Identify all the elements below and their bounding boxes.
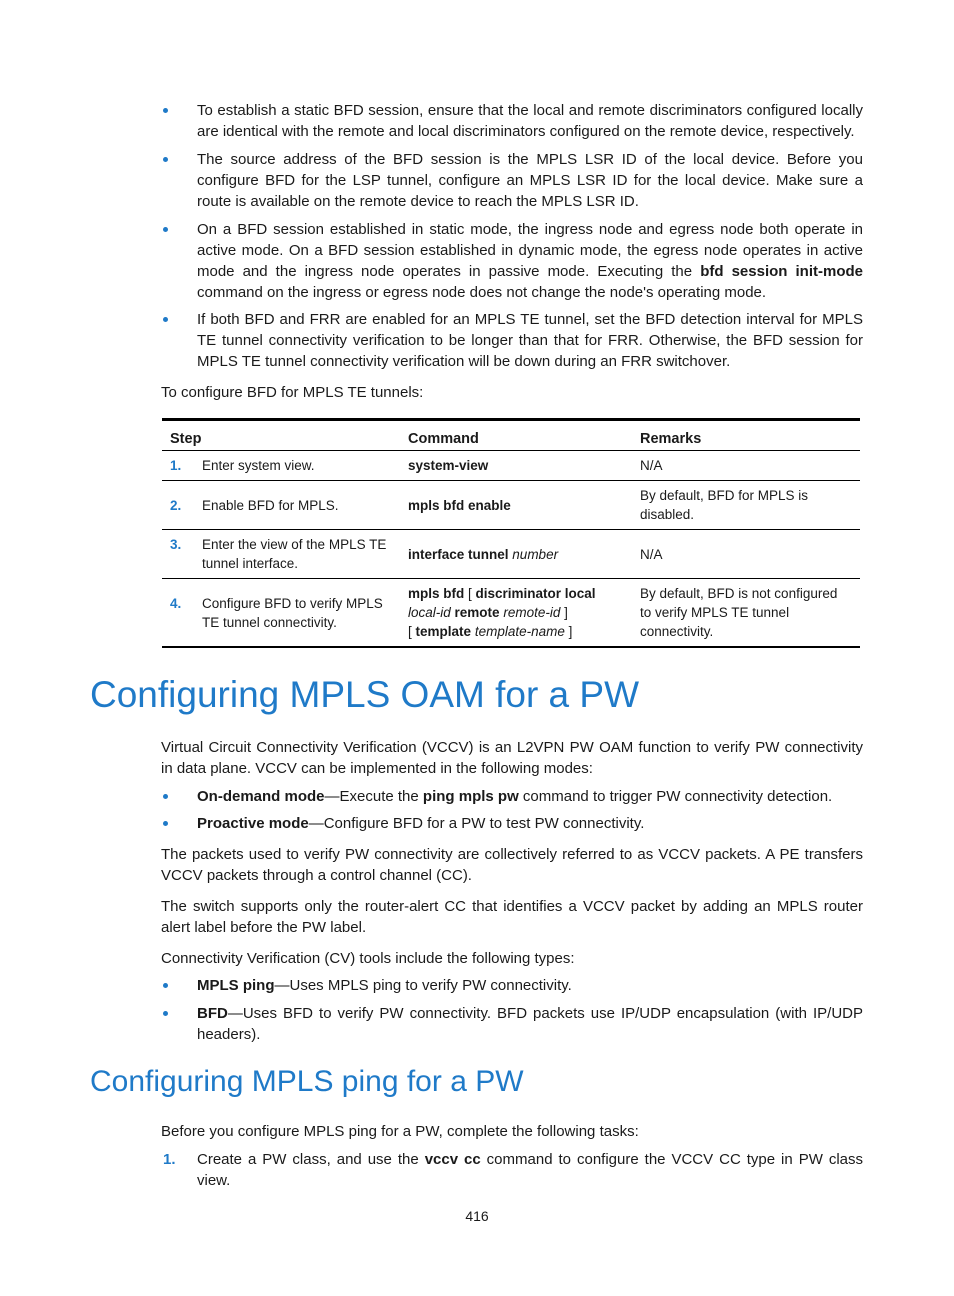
item-number: 1.: [163, 1151, 176, 1168]
step-cell: [162, 481, 400, 530]
step-number: 3.: [170, 537, 182, 552]
table-row: [162, 579, 860, 648]
bullet-dot-icon: [163, 157, 168, 162]
section-heading: Configuring MPLS OAM for a PW: [90, 674, 640, 715]
bullet-dot-icon: [163, 794, 168, 799]
bullet-text: To establish a static BFD session, ensure that the local and remote discriminators configured locally are identical with the remote and local discriminators configured on the remote device, respectively.: [197, 102, 863, 140]
bullet-text: MPLS ping—Uses MPLS ping to verify PW connectivity.: [197, 977, 572, 994]
table-row: [162, 451, 860, 481]
numbered-item: [163, 1149, 863, 1191]
bullet-text: Proactive mode—Configure BFD for a PW to test PW connectivity.: [197, 815, 645, 832]
bullet-item: [163, 975, 863, 996]
bullet-item: [163, 149, 863, 212]
before-paragraph: Before you configure MPLS ping for a PW, complete the following tasks:: [161, 1123, 639, 1140]
vccv-paragraph: Virtual Circuit Connectivity Verification (VCCV) is an L2VPN PW OAM function to verify PW connectivity in data plane. VCCV can be implemented in the following modes:: [161, 739, 863, 777]
bullet-item: [163, 786, 863, 807]
bullet-text: The source address of the BFD session is the MPLS LSR ID of the local device. Before you configure BFD for the LSP tunnel, configure an MPLS LSR ID for the local device. Make sure a route is available on the remote device to reach the MPLS LSR ID.: [197, 151, 863, 210]
bullet-dot-icon: [163, 983, 168, 988]
remarks-cell: N/A: [632, 530, 860, 579]
bullet-dot-icon: [163, 821, 168, 826]
command-cell: system-view: [400, 451, 632, 481]
switch-paragraph: The switch supports only the router-alert CC that identifies a VCCV packet by adding an MPLS router alert label before the PW label.: [161, 898, 863, 936]
step-cell: [162, 530, 400, 579]
table-row: [162, 481, 860, 530]
remarks-cell: N/A: [632, 451, 860, 481]
bullet-item: [163, 219, 863, 303]
table-header-row: [162, 420, 860, 451]
bullet-dot-icon: [163, 1011, 168, 1016]
remarks-cell: By default, BFD for MPLS is disabled.: [632, 481, 860, 530]
column-header-remarks: Remarks: [632, 420, 860, 451]
command-cell: interface tunnel number: [400, 530, 632, 579]
step-number: 4.: [170, 595, 182, 611]
config-steps-table: [162, 418, 860, 648]
step-number: 2.: [170, 497, 182, 513]
column-header-step: Step: [162, 420, 400, 451]
bullet-text: On-demand mode—Execute the ping mpls pw command to trigger PW connectivity detection.: [197, 788, 833, 805]
command-cell: mpls bfd [ discriminator local local-id remote remote-id ] [ template template-name ]: [400, 579, 632, 648]
intro-line: To configure BFD for MPLS TE tunnels:: [161, 384, 424, 401]
command-cell: mpls bfd enable: [400, 481, 632, 530]
bullet-text: On a BFD session established in static mode, the ingress node and egress node both operate in active mode. On a BFD session established in dynamic mode, the egress node operates in active mode and the ingress node operates in passive mode. Executing the bfd session init-mode command on the ingress or egress node does not change the node's operating mode.: [197, 221, 863, 301]
column-header-command: Command: [400, 420, 632, 451]
bullet-text: BFD—Uses BFD to verify PW connectivity. BFD packets use IP/UDP encapsulation (with IP/UDP headers).: [197, 1005, 863, 1043]
remarks-cell: By default, BFD is not configured to verify MPLS TE tunnel connectivity.: [632, 579, 860, 648]
step-action: Enable BFD for MPLS.: [202, 497, 339, 513]
step-action: Enter system view.: [202, 458, 315, 473]
step-number: 1.: [170, 458, 182, 473]
page-number: 416: [465, 1208, 489, 1224]
step-action: Configure BFD to verify MPLS TE tunnel connectivity.: [202, 595, 383, 630]
bullet-dot-icon: [163, 317, 168, 322]
step-cell: [162, 451, 400, 481]
bullet-dot-icon: [163, 108, 168, 113]
cv-paragraph: Connectivity Verification (CV) tools include the following types:: [161, 950, 575, 967]
bullet-item: [163, 1003, 863, 1045]
table-row: [162, 530, 860, 579]
bullet-item: [163, 309, 863, 372]
bullet-item: [163, 100, 863, 142]
bullet-text: If both BFD and FRR are enabled for an MPLS TE tunnel, set the BFD detection interval for MPLS TE tunnel connectivity verification to be longer than that for FRR. Otherwise, the BFD session for MPLS TE tunnel connectivity verification will be down during an FRR switchover.: [197, 311, 863, 370]
bullet-dot-icon: [163, 227, 168, 232]
packets-paragraph: The packets used to verify PW connectivity are collectively referred to as VCCV packets. A PE transfers VCCV packets through a control channel (CC).: [161, 846, 863, 884]
bullet-item: [163, 813, 863, 834]
item-text: Create a PW class, and use the vccv cc command to configure the VCCV CC type in PW class view.: [197, 1151, 863, 1189]
step-cell: [162, 579, 400, 648]
subsection-heading: Configuring MPLS ping for a PW: [90, 1065, 524, 1098]
step-action: Enter the view of the MPLS TE tunnel interface.: [202, 537, 387, 571]
